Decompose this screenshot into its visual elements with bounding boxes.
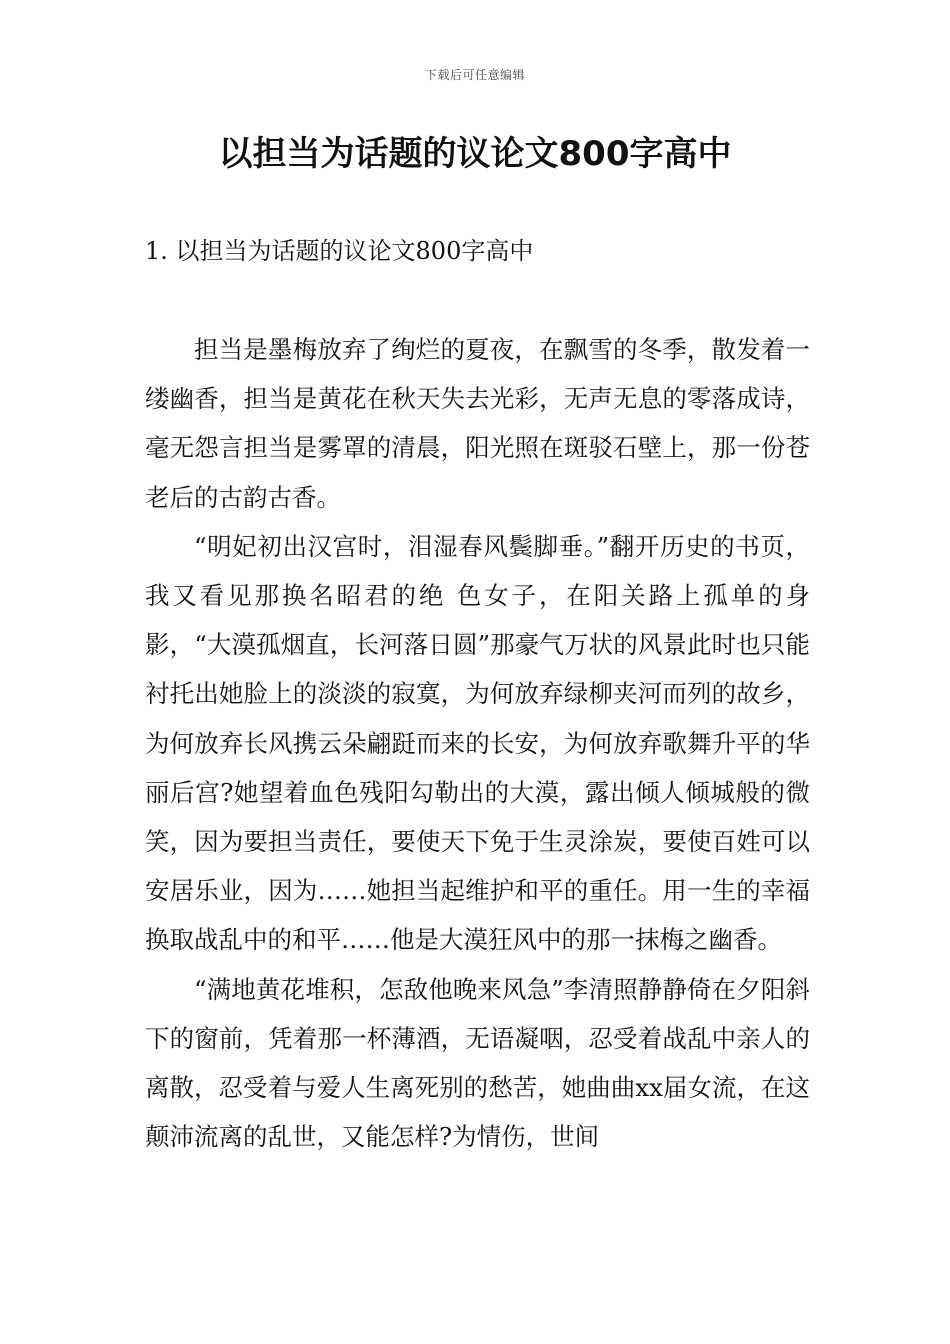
document-title: 以担当为话题的议论文800字高中 bbox=[218, 134, 732, 174]
paragraph-3: “满地黄花堆积，怎敌他晚来风急”李清照静静倚在夕阳斜下的窗前，凭着那一杯薄酒，无语凝咽，忍受着战乱中亲人的离散，忍受着与爱人生离死别的愁苦，她曲曲xx届女流，在这颠沛流离的乱世，又能怎样?为情伤，世间 bbox=[145, 974, 810, 1152]
header-note: 下载后可任意编辑 bbox=[424, 68, 525, 82]
paragraph-1: 担当是墨梅放弃了绚烂的夏夜，在飘雪的冬季，散发着一缕幽香，担当是黄花在秋天失去光彩，无声无息的零落成诗，毫无怨言担当是雾罩的清晨，阳光照在斑驳石壁上，那一份苍老后的古韵古香。 bbox=[145, 335, 810, 512]
paragraph-2: “明妃初出汉宫时，泪湿春风鬓脚垂。”翻开历史的书页，我又看见那换名昭君的绝 色女子，在阳关路上孤单的身影，“大漠孤烟直，长河落日圆”那豪气万状的风景此时也只能衬托出她脸上的淡淡的寂寞，为何放弃绿柳夹河而列的故乡，为何放弃长风携云朵翩跹而来的长安，为何放弃歌舞升平的华丽后宫?她望着血色残阳勾勒出的大漠，露出倾人倾城般的微笑，因为要担当责任，要使天下免于生灵涂炭，要使百姓可以安居乐业，因为……她担当起维护和平的重任。用一生的幸福换取战乱中的和平……他是大漠狂风中的那一抹梅之幽香。 bbox=[145, 531, 810, 955]
section-heading: 1. 以担当为话题的议论文800字高中 bbox=[145, 237, 534, 265]
body-text bbox=[145, 325, 810, 1161]
